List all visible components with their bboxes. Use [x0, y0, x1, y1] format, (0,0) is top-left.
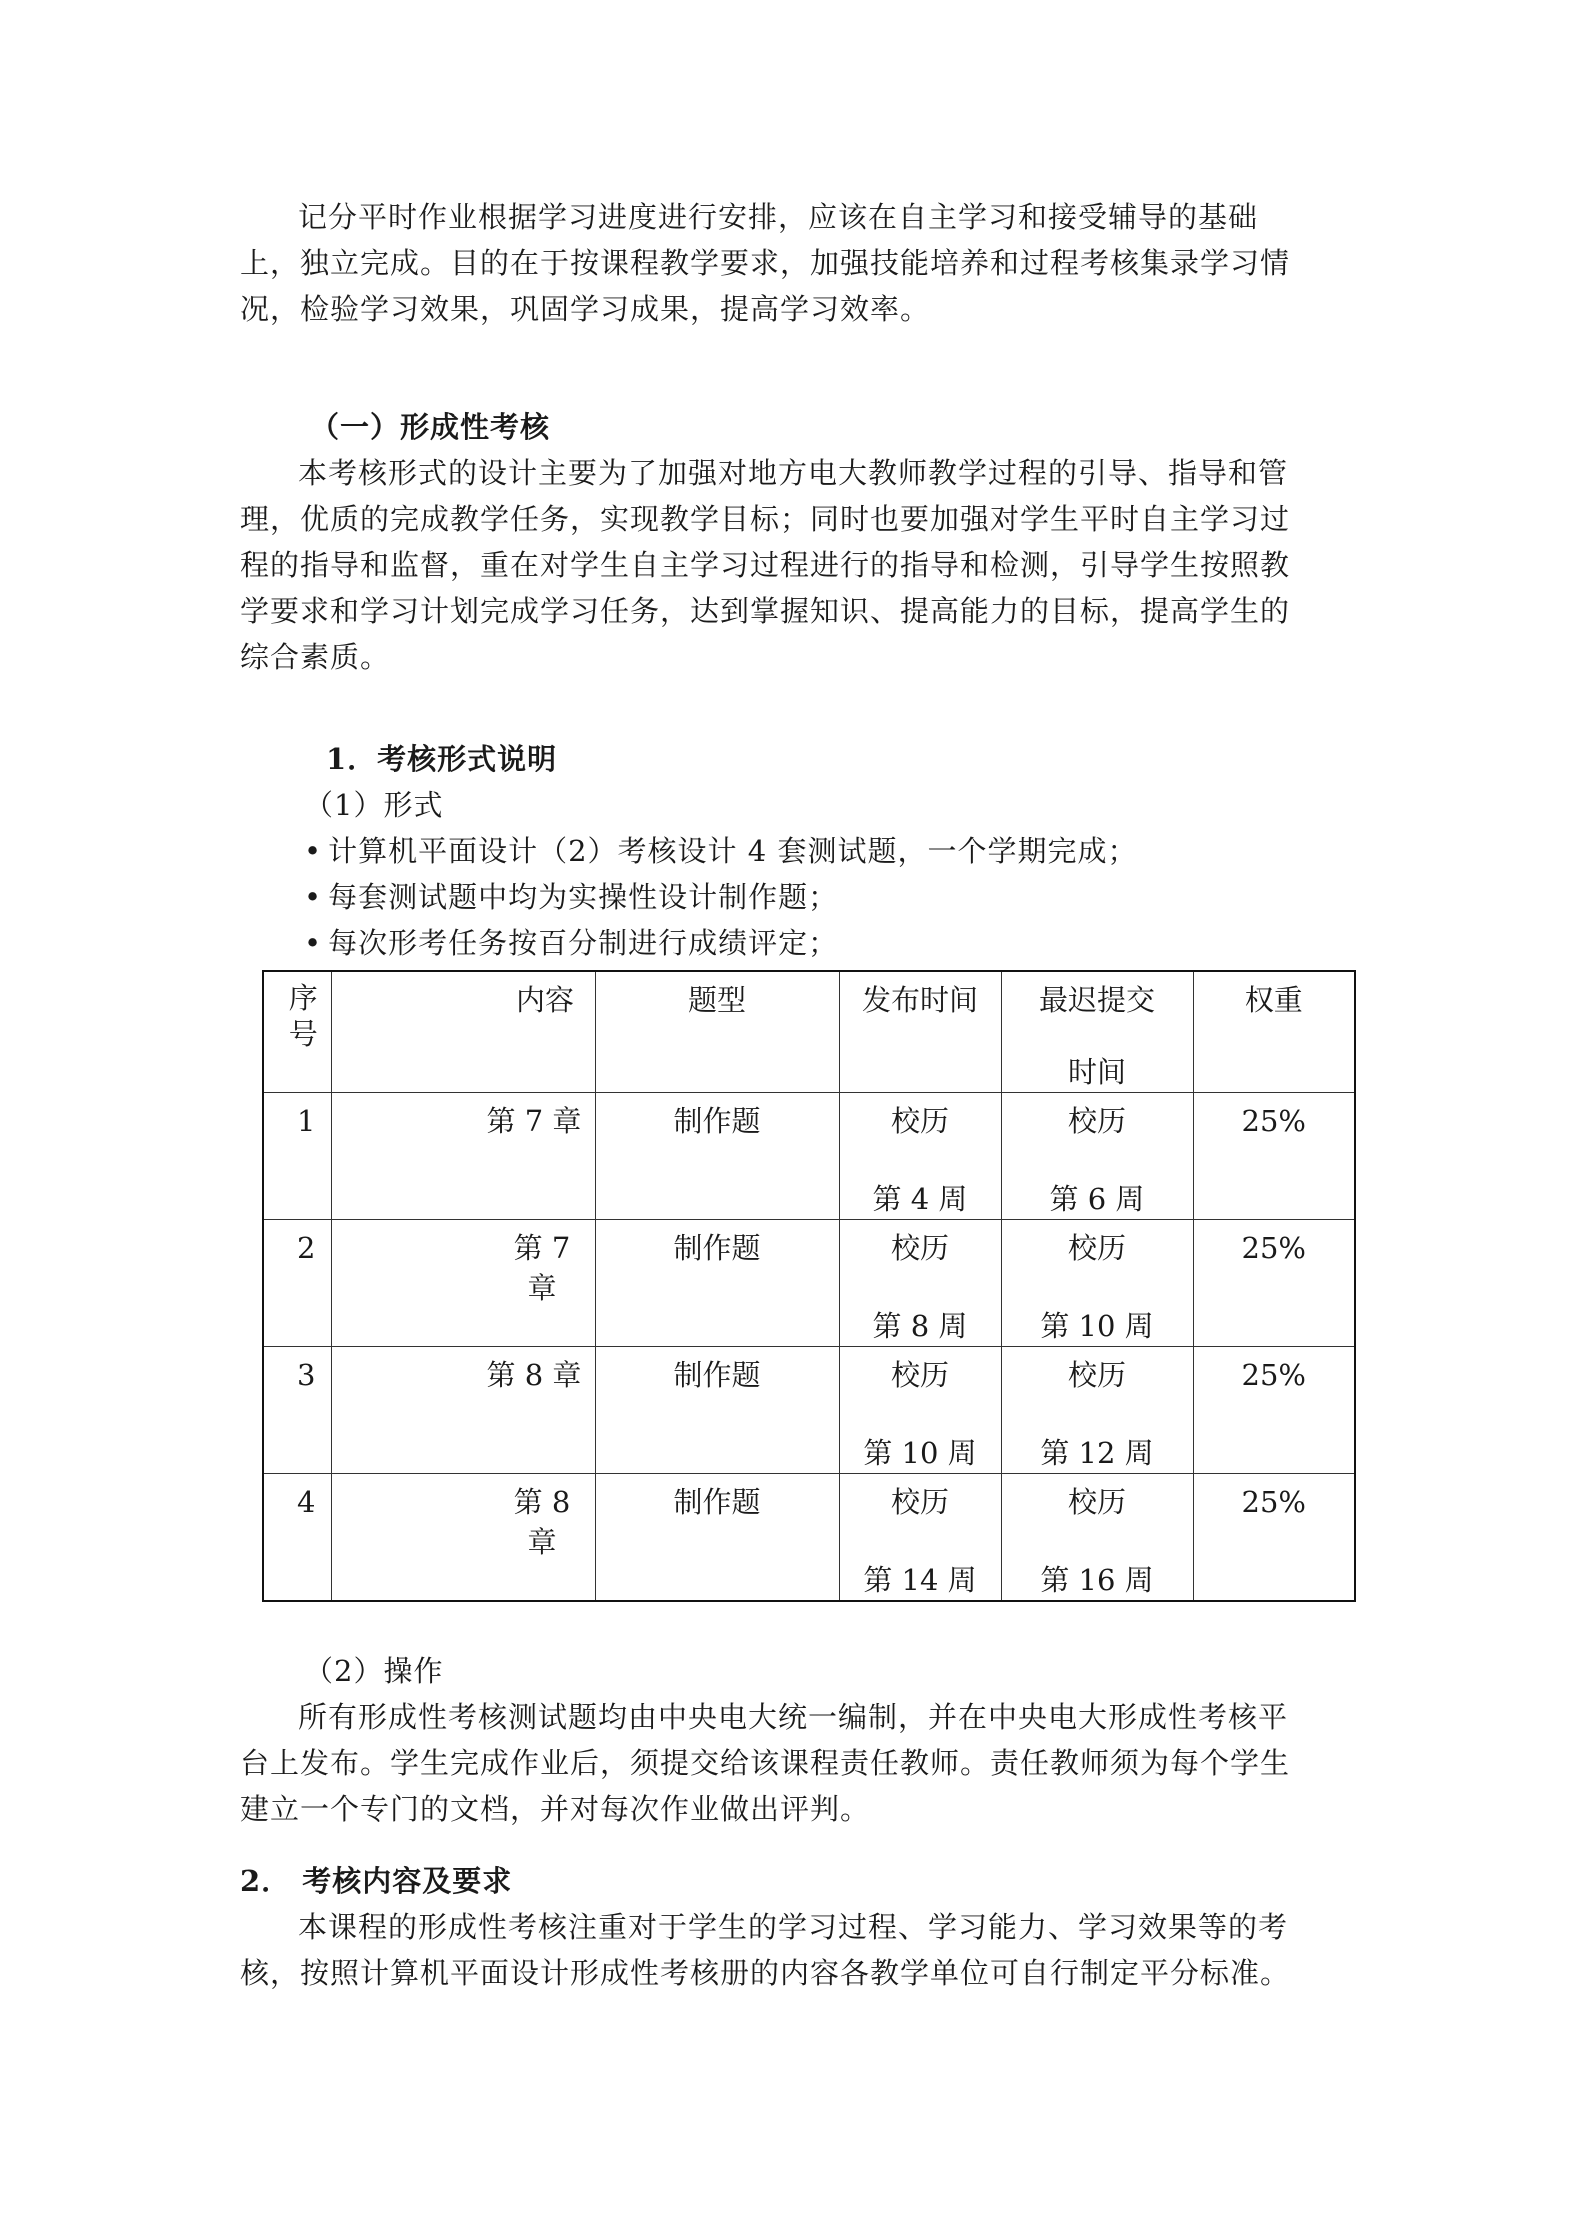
cell-content: 第 7 章	[331, 1093, 595, 1220]
cell-release	[839, 1474, 1001, 1602]
cell-release-line1: 校历	[890, 1231, 949, 1265]
cell-deadline-line1: 校历	[1067, 1231, 1126, 1265]
header-deadline-line1: 最迟提交	[1038, 983, 1155, 1017]
cell-no: 3	[263, 1347, 331, 1474]
header-weight: 权重	[1193, 971, 1355, 1093]
cell-content: 第 8 章	[331, 1474, 595, 1602]
exam-schedule-table	[262, 970, 1356, 1602]
header-release: 发布时间	[839, 971, 1001, 1093]
cell-type: 制作题	[595, 1093, 839, 1220]
intro-paragraph	[240, 194, 1340, 332]
table-row	[263, 1220, 1355, 1347]
cell-content: 第 8 章	[331, 1347, 595, 1474]
header-content: 内容	[331, 971, 595, 1093]
operation-line: 所有形成性考核测试题均由中央电大统一编制，并在中央电大形成性考核平	[298, 1700, 1289, 1734]
cell-release-line1: 校历	[890, 1485, 949, 1519]
cell-release-line2: 第 14 周	[863, 1563, 977, 1597]
cell-deadline-line1: 校历	[1067, 1358, 1126, 1392]
cell-deadline	[1001, 1474, 1193, 1602]
cell-weight: 25%	[1193, 1474, 1355, 1602]
header-no-line1: 序	[288, 981, 318, 1015]
cell-deadline-line1: 校历	[1067, 1485, 1126, 1519]
header-no-line2: 号	[288, 1017, 318, 1051]
cell-deadline-line2: 第 10 周	[1040, 1309, 1154, 1343]
cell-weight: 25%	[1193, 1347, 1355, 1474]
section1-line: 综合素质。	[240, 640, 391, 674]
operation-section	[240, 1648, 1340, 1832]
subsection1	[240, 736, 1340, 966]
cell-deadline-line2: 第 16 周	[1040, 1563, 1154, 1597]
section-heading-formative	[240, 404, 1340, 450]
subsection2-line: 本课程的形成性考核注重对于学生的学习过程、学习能力、学习效果等的考	[298, 1910, 1289, 1944]
operation-line: 建立一个专门的文档，并对每次作业做出评判。	[240, 1792, 871, 1826]
cell-type: 制作题	[595, 1220, 839, 1347]
header-deadline-line2: 时间	[1067, 1055, 1126, 1089]
form-label: （1）形式	[304, 788, 444, 822]
cell-no: 4	[263, 1474, 331, 1602]
subsection2-heading: 2． 考核内容及要求	[240, 1864, 513, 1898]
cell-deadline-line2: 第 6 周	[1049, 1182, 1145, 1216]
cell-deadline-line2: 第 12 周	[1040, 1436, 1154, 1470]
cell-deadline	[1001, 1093, 1193, 1220]
section1-paragraph	[240, 450, 1340, 680]
header-type: 题型	[595, 971, 839, 1093]
intro-line: 况，检验学习效果，巩固学习成果，提高学习效率。	[240, 292, 931, 326]
section-heading: （一）形成性考核	[310, 410, 551, 444]
cell-type: 制作题	[595, 1474, 839, 1602]
bullet-item: • 每套测试题中均为实操性设计制作题；	[240, 874, 1340, 920]
section1-line: 理，优质的完成教学任务，实现教学目标；同时也要加强对学生平时自主学习过	[240, 502, 1291, 536]
section1-line: 程的指导和监督，重在对学生自主学习过程进行的指导和检测，引导学生按照教	[240, 548, 1291, 582]
cell-release-line2: 第 10 周	[863, 1436, 977, 1470]
intro-line: 记分平时作业根据学习进度进行安排，应该在自主学习和接受辅导的基础	[298, 200, 1259, 234]
cell-weight: 25%	[1193, 1220, 1355, 1347]
cell-deadline	[1001, 1347, 1193, 1474]
operation-label: （2）操作	[304, 1654, 444, 1688]
header-no	[263, 971, 331, 1093]
cell-type: 制作题	[595, 1347, 839, 1474]
cell-weight: 25%	[1193, 1093, 1355, 1220]
table-header-row	[263, 971, 1355, 1093]
intro-line: 上，独立完成。目的在于按课程教学要求，加强技能培养和过程考核集录学习情	[240, 246, 1291, 280]
cell-no: 1	[263, 1093, 331, 1220]
bullet-item: • 每次形考任务按百分制进行成绩评定；	[240, 920, 1340, 966]
cell-release	[839, 1347, 1001, 1474]
subsection2	[240, 1858, 1340, 1996]
exam-schedule-table-wrapper	[262, 970, 1354, 1597]
header-deadline	[1001, 971, 1193, 1093]
cell-deadline-line1: 校历	[1067, 1104, 1126, 1138]
section1-line: 学要求和学习计划完成学习任务，达到掌握知识、提高能力的目标，提高学生的	[240, 594, 1291, 628]
cell-release-line1: 校历	[890, 1104, 949, 1138]
cell-release-line2: 第 4 周	[872, 1182, 968, 1216]
cell-release	[839, 1093, 1001, 1220]
cell-deadline	[1001, 1220, 1193, 1347]
table-row	[263, 1347, 1355, 1474]
operation-line: 台上发布。学生完成作业后，须提交给该课程责任教师。责任教师须为每个学生	[240, 1746, 1291, 1780]
table-row	[263, 1474, 1355, 1602]
cell-release-line2: 第 8 周	[872, 1309, 968, 1343]
section1-line: 本考核形式的设计主要为了加强对地方电大教师教学过程的引导、指导和管	[298, 456, 1289, 490]
cell-no: 2	[263, 1220, 331, 1347]
subsection-heading: 1．考核形式说明	[326, 742, 558, 776]
cell-release-line1: 校历	[890, 1358, 949, 1392]
cell-release	[839, 1220, 1001, 1347]
bullet-item: • 计算机平面设计（2）考核设计 4 套测试题，一个学期完成；	[240, 828, 1340, 874]
cell-content: 第 7 章	[331, 1220, 595, 1347]
subsection2-line: 核，按照计算机平面设计形成性考核册的内容各教学单位可自行制定平分标准。	[240, 1956, 1291, 1990]
table-row	[263, 1093, 1355, 1220]
